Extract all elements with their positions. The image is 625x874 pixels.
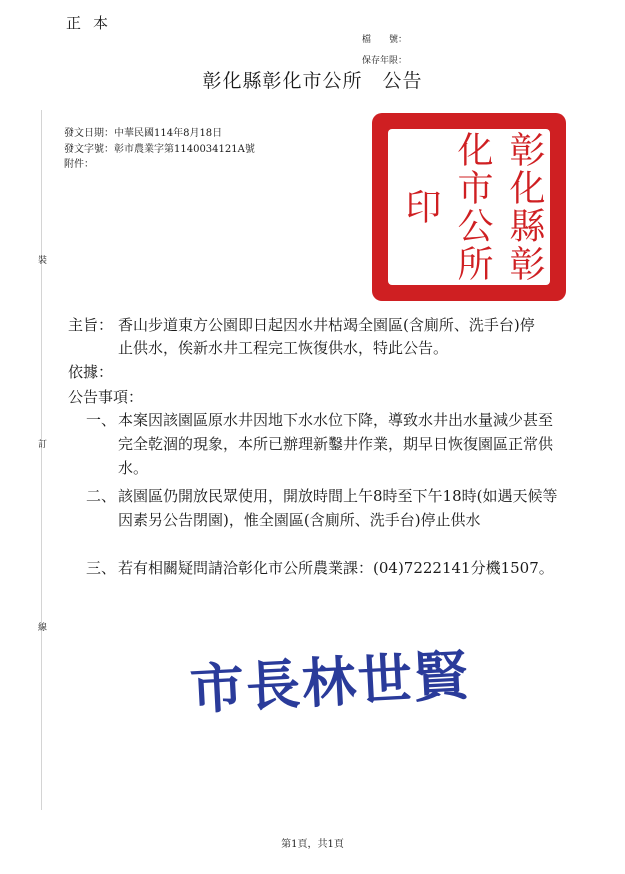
file-number-label: 檔 號： (362, 35, 408, 45)
seal-inner-field (388, 129, 550, 285)
notice-item-number: 二、 (86, 487, 117, 505)
binding-mark-zhuang: 裝 (38, 256, 48, 266)
notice-item-number: 三、 (86, 559, 117, 577)
attachment-label: 附件： (64, 159, 94, 170)
mayor-signature-stamp: 市長林世賢 (188, 643, 472, 722)
notice-item (86, 556, 564, 580)
page-footer: 第1頁，共1頁 (281, 839, 344, 850)
binding-line (41, 110, 42, 810)
notice-item (86, 408, 564, 480)
issue-date: 發文日期：中華民國114年8月18日 (64, 128, 223, 139)
notice-item-text: 本案因該園區原水井因地下水水位下降，導致水井出水量減少甚至完全乾涸的現象，本所已辦理新鑿井作業，期早日恢復園區正常供水。 (118, 411, 554, 477)
subject-text: 香山步道東方公園即日起因水井枯竭全園區(含廁所、洗手台)停止供水，俟新水井工程完工恢復供水，特此公告。 (118, 316, 535, 357)
notice-item-text: 該園區仍開放民眾使用，開放時間上午8時至下午18時(如遇天候等因素另公告閉園)，惟全園區(含廁所、洗手台)停止供水 (118, 487, 558, 529)
notice-item (86, 484, 564, 532)
binding-mark-xian: 線 (38, 623, 48, 633)
seal-lettering: 彰化縣彰化市公所印 (400, 131, 545, 283)
notice-items-label: 公告事項： (68, 388, 144, 406)
official-seal-stamp (372, 113, 566, 301)
copy-label: 正本 (66, 14, 121, 32)
notice-item-number: 一、 (86, 411, 117, 429)
retention-label: 保存年限： (362, 56, 408, 66)
binding-mark-ding: 訂 (38, 440, 48, 450)
basis-label: 依據： (68, 363, 114, 381)
notice-item-text: 若有相關疑問請洽彰化市公所農業課：(04)7222141分機1507。 (118, 559, 554, 577)
document-number: 發文字號：彰市農業字第1140034121A號 (64, 144, 255, 155)
document-title: 彰化縣彰化市公所 公告 (202, 70, 423, 92)
subject-label: 主旨： (68, 316, 114, 334)
subject-section (68, 314, 548, 360)
